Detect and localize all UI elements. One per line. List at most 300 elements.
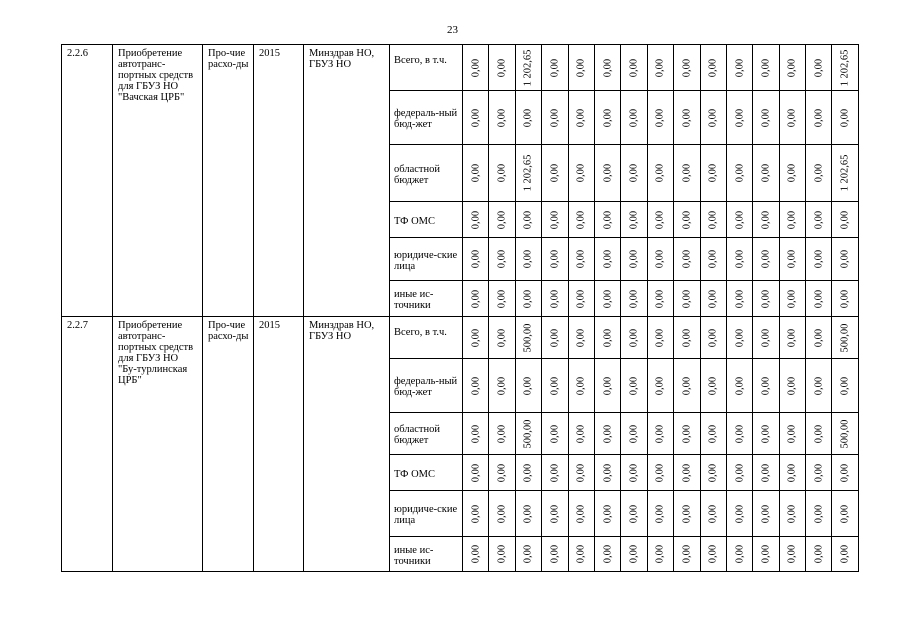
- value-text: 0,00: [839, 210, 851, 229]
- value-cell: [594, 455, 620, 491]
- value-text: 0,00: [654, 249, 666, 269]
- funding-source: ТФ ОМС: [390, 455, 463, 491]
- value-text: 0,00: [522, 504, 534, 523]
- value-text: 0,00: [549, 58, 561, 77]
- value-text: 0,00: [496, 249, 508, 269]
- value-cell: [463, 413, 489, 455]
- section-year: 2015: [254, 317, 304, 572]
- value-text: 0,00: [707, 376, 719, 395]
- value-cell: [753, 45, 779, 91]
- value-text: 0,00: [470, 328, 482, 347]
- value-text: 0,00: [734, 249, 746, 269]
- section-year: 2015: [254, 45, 304, 317]
- value-text: 0,00: [681, 328, 693, 347]
- value-cell: [674, 281, 700, 317]
- value-cell: [621, 359, 647, 413]
- value-text: 0,00: [602, 210, 614, 229]
- value-text: 0,00: [707, 328, 719, 347]
- section-executor: Минздрав НО, ГБУЗ НО: [304, 45, 390, 317]
- value-text: 0,00: [813, 544, 825, 564]
- value-text: 0,00: [628, 424, 640, 443]
- value-text: 0,00: [602, 249, 614, 269]
- value-cell: [647, 145, 673, 202]
- value-text: 0,00: [575, 210, 587, 229]
- value-text: 0,00: [470, 376, 482, 395]
- value-cell: [753, 455, 779, 491]
- value-text: 0,00: [654, 108, 666, 127]
- value-cell: [489, 317, 515, 359]
- value-cell: [515, 91, 541, 145]
- value-cell: [489, 491, 515, 537]
- section-category: Про-чие расхо-ды: [203, 317, 254, 572]
- value-cell: [753, 145, 779, 202]
- value-cell: [489, 359, 515, 413]
- value-text: 0,00: [681, 249, 693, 269]
- funding-source: юридиче-ские лица: [390, 491, 463, 537]
- value-text: 0,00: [786, 249, 798, 269]
- value-cell: [515, 45, 541, 91]
- value-text: 0,00: [813, 463, 825, 482]
- value-cell: [700, 491, 726, 537]
- value-cell: [779, 145, 805, 202]
- value-text: 0,00: [470, 289, 482, 308]
- value-cell: [779, 359, 805, 413]
- value-cell: [489, 202, 515, 238]
- value-text: 0,00: [760, 424, 772, 443]
- value-text: 0,00: [470, 163, 482, 183]
- value-cell: [542, 491, 568, 537]
- value-text: 0,00: [734, 544, 746, 564]
- value-text: 0,00: [496, 376, 508, 395]
- value-cell: [515, 537, 541, 572]
- value-cell: [515, 413, 541, 455]
- value-text: 0,00: [813, 163, 825, 183]
- value-cell: [726, 45, 752, 91]
- value-cell: [753, 281, 779, 317]
- value-text: 0,00: [786, 328, 798, 347]
- value-cell: [594, 359, 620, 413]
- value-cell: [568, 317, 594, 359]
- value-text: 0,00: [549, 504, 561, 523]
- funding-source: иные ис-точники: [390, 281, 463, 317]
- funding-source: федераль-ный бюд-жет: [390, 91, 463, 145]
- value-cell: [568, 145, 594, 202]
- value-text: 0,00: [470, 544, 482, 564]
- value-text: 0,00: [654, 504, 666, 523]
- value-cell: [700, 317, 726, 359]
- value-cell: [463, 45, 489, 91]
- value-cell: [753, 537, 779, 572]
- value-text: 0,00: [522, 210, 534, 229]
- value-cell: [621, 491, 647, 537]
- value-text: 0,00: [575, 249, 587, 269]
- value-cell: [542, 145, 568, 202]
- value-text: 0,00: [549, 210, 561, 229]
- value-cell: [542, 359, 568, 413]
- value-cell: [674, 91, 700, 145]
- value-cell: [463, 537, 489, 572]
- value-cell: [779, 317, 805, 359]
- value-cell: [726, 202, 752, 238]
- funding-source: юридиче-ские лица: [390, 238, 463, 281]
- value-cell: [515, 359, 541, 413]
- value-text: 0,00: [760, 249, 772, 269]
- value-cell: [674, 317, 700, 359]
- section-category: Про-чие расхо-ды: [203, 45, 254, 317]
- value-text: 500,00: [839, 419, 851, 448]
- section-name: Приобретение автотранс-портных средств для ГБУЗ НО "Вачская ЦРБ": [113, 45, 203, 317]
- value-cell: [779, 91, 805, 145]
- value-text: 0,00: [681, 504, 693, 523]
- value-text: 0,00: [681, 544, 693, 564]
- value-text: 0,00: [760, 328, 772, 347]
- value-text: 1 202,65: [522, 49, 534, 86]
- value-text: 0,00: [786, 376, 798, 395]
- value-text: 0,00: [575, 328, 587, 347]
- value-text: 0,00: [707, 289, 719, 308]
- value-cell: [832, 317, 858, 359]
- value-cell: [832, 537, 858, 572]
- value-text: 0,00: [470, 504, 482, 523]
- value-cell: [515, 281, 541, 317]
- value-cell: [674, 413, 700, 455]
- value-text: 0,00: [839, 376, 851, 395]
- value-text: 0,00: [839, 289, 851, 308]
- value-cell: [621, 317, 647, 359]
- value-text: 0,00: [654, 424, 666, 443]
- value-text: 0,00: [496, 58, 508, 77]
- value-cell: [568, 455, 594, 491]
- value-cell: [832, 281, 858, 317]
- value-text: 0,00: [813, 424, 825, 443]
- value-text: 0,00: [681, 163, 693, 183]
- value-cell: [568, 359, 594, 413]
- value-cell: [726, 359, 752, 413]
- value-text: 0,00: [786, 108, 798, 127]
- value-cell: [753, 238, 779, 281]
- value-cell: [621, 537, 647, 572]
- value-text: 0,00: [760, 163, 772, 183]
- value-text: 0,00: [654, 328, 666, 347]
- section-executor: Минздрав НО, ГБУЗ НО: [304, 317, 390, 572]
- funding-source: Всего, в т.ч.: [390, 317, 463, 359]
- value-cell: [463, 202, 489, 238]
- value-text: 0,00: [813, 376, 825, 395]
- value-text: 0,00: [786, 544, 798, 564]
- table-row: [62, 45, 859, 91]
- value-text: 0,00: [549, 544, 561, 564]
- value-text: 0,00: [628, 544, 640, 564]
- value-cell: [594, 537, 620, 572]
- value-cell: [700, 145, 726, 202]
- value-text: 0,00: [786, 504, 798, 523]
- value-cell: [806, 145, 832, 202]
- value-text: 0,00: [734, 108, 746, 127]
- value-text: 0,00: [654, 376, 666, 395]
- value-cell: [779, 537, 805, 572]
- value-text: 0,00: [681, 58, 693, 77]
- value-cell: [726, 455, 752, 491]
- table-row: [62, 317, 859, 359]
- value-cell: [700, 91, 726, 145]
- value-text: 0,00: [602, 58, 614, 77]
- value-cell: [832, 455, 858, 491]
- value-cell: [568, 91, 594, 145]
- value-text: 0,00: [602, 163, 614, 183]
- value-cell: [726, 413, 752, 455]
- value-text: 0,00: [760, 544, 772, 564]
- value-cell: [568, 413, 594, 455]
- value-text: 0,00: [602, 424, 614, 443]
- value-text: 500,00: [522, 323, 534, 352]
- value-cell: [542, 238, 568, 281]
- value-cell: [515, 317, 541, 359]
- section-name: Приобретение автотранс-портных средств для ГБУЗ НО "Бу-турлинская ЦРБ": [113, 317, 203, 572]
- value-cell: [489, 537, 515, 572]
- value-text: 0,00: [813, 504, 825, 523]
- value-text: 0,00: [786, 210, 798, 229]
- value-cell: [594, 145, 620, 202]
- value-text: 0,00: [681, 424, 693, 443]
- value-cell: [806, 359, 832, 413]
- value-cell: [753, 491, 779, 537]
- value-cell: [542, 455, 568, 491]
- value-text: 0,00: [760, 108, 772, 127]
- value-text: 0,00: [707, 58, 719, 77]
- value-cell: [463, 91, 489, 145]
- value-text: 0,00: [654, 463, 666, 482]
- value-text: 0,00: [575, 544, 587, 564]
- value-text: 0,00: [786, 289, 798, 308]
- value-text: 0,00: [470, 210, 482, 229]
- value-text: 0,00: [813, 328, 825, 347]
- value-text: 0,00: [602, 328, 614, 347]
- value-text: 1 202,65: [839, 154, 851, 192]
- value-cell: [621, 281, 647, 317]
- value-cell: [806, 91, 832, 145]
- value-cell: [621, 413, 647, 455]
- value-text: 0,00: [734, 424, 746, 443]
- value-cell: [621, 45, 647, 91]
- value-cell: [832, 145, 858, 202]
- value-text: 0,00: [549, 163, 561, 183]
- value-cell: [621, 238, 647, 281]
- value-text: 0,00: [707, 463, 719, 482]
- value-cell: [647, 491, 673, 537]
- value-cell: [515, 455, 541, 491]
- value-cell: [779, 238, 805, 281]
- value-cell: [647, 91, 673, 145]
- value-cell: [832, 238, 858, 281]
- value-cell: [594, 317, 620, 359]
- value-text: 0,00: [628, 163, 640, 183]
- value-cell: [542, 91, 568, 145]
- value-cell: [647, 281, 673, 317]
- value-cell: [779, 281, 805, 317]
- value-text: 0,00: [496, 504, 508, 523]
- value-cell: [463, 455, 489, 491]
- funding-source: иные ис-точники: [390, 537, 463, 572]
- value-text: 0,00: [707, 424, 719, 443]
- value-cell: [753, 359, 779, 413]
- value-cell: [515, 238, 541, 281]
- value-cell: [594, 238, 620, 281]
- value-cell: [542, 317, 568, 359]
- value-cell: [700, 281, 726, 317]
- value-text: 0,00: [522, 463, 534, 482]
- value-text: 0,00: [628, 376, 640, 395]
- value-cell: [594, 45, 620, 91]
- page-number: 23: [447, 24, 458, 36]
- value-text: 0,00: [707, 108, 719, 127]
- value-cell: [621, 202, 647, 238]
- value-text: 1 202,65: [839, 49, 851, 86]
- value-text: 0,00: [522, 108, 534, 127]
- value-text: 0,00: [628, 210, 640, 229]
- value-text: 0,00: [681, 463, 693, 482]
- value-text: 0,00: [575, 108, 587, 127]
- value-text: 0,00: [839, 249, 851, 269]
- value-cell: [674, 491, 700, 537]
- value-cell: [674, 359, 700, 413]
- value-text: 0,00: [839, 108, 851, 127]
- value-cell: [515, 491, 541, 537]
- value-text: 0,00: [707, 210, 719, 229]
- value-cell: [463, 281, 489, 317]
- value-text: 0,00: [496, 210, 508, 229]
- value-text: 0,00: [707, 544, 719, 564]
- value-cell: [515, 145, 541, 202]
- value-cell: [700, 359, 726, 413]
- value-cell: [568, 281, 594, 317]
- value-text: 0,00: [734, 58, 746, 77]
- value-cell: [806, 491, 832, 537]
- value-cell: [832, 413, 858, 455]
- value-cell: [647, 317, 673, 359]
- value-text: 0,00: [602, 544, 614, 564]
- value-text: 0,00: [470, 424, 482, 443]
- value-text: 0,00: [654, 210, 666, 229]
- value-text: 0,00: [575, 163, 587, 183]
- value-text: 0,00: [575, 424, 587, 443]
- value-cell: [674, 145, 700, 202]
- value-cell: [647, 238, 673, 281]
- value-text: 0,00: [470, 58, 482, 77]
- value-text: 0,00: [681, 108, 693, 127]
- funding-source: областной бюджет: [390, 145, 463, 202]
- value-text: 1 202,65: [522, 154, 534, 192]
- value-cell: [568, 202, 594, 238]
- value-cell: [647, 202, 673, 238]
- value-text: 0,00: [813, 249, 825, 269]
- value-text: 0,00: [786, 163, 798, 183]
- value-text: 0,00: [470, 463, 482, 482]
- value-cell: [726, 238, 752, 281]
- value-cell: [594, 281, 620, 317]
- value-text: 0,00: [602, 108, 614, 127]
- value-text: 0,00: [575, 463, 587, 482]
- value-cell: [621, 145, 647, 202]
- value-cell: [568, 537, 594, 572]
- value-cell: [726, 491, 752, 537]
- value-cell: [753, 317, 779, 359]
- value-cell: [700, 413, 726, 455]
- value-text: 0,00: [734, 504, 746, 523]
- value-text: 0,00: [786, 58, 798, 77]
- value-cell: [753, 413, 779, 455]
- value-text: 0,00: [602, 463, 614, 482]
- value-cell: [647, 413, 673, 455]
- value-cell: [779, 45, 805, 91]
- value-cell: [832, 202, 858, 238]
- value-cell: [542, 537, 568, 572]
- value-text: 0,00: [813, 289, 825, 308]
- value-text: 0,00: [496, 463, 508, 482]
- value-cell: [489, 91, 515, 145]
- value-text: 0,00: [549, 289, 561, 308]
- value-cell: [832, 491, 858, 537]
- value-text: 0,00: [496, 544, 508, 564]
- value-text: 0,00: [628, 58, 640, 77]
- value-cell: [806, 238, 832, 281]
- value-text: 0,00: [654, 289, 666, 308]
- value-text: 0,00: [628, 249, 640, 269]
- value-cell: [806, 281, 832, 317]
- value-text: 0,00: [496, 424, 508, 443]
- value-cell: [489, 45, 515, 91]
- value-cell: [674, 455, 700, 491]
- value-cell: [463, 145, 489, 202]
- value-cell: [806, 317, 832, 359]
- value-cell: [726, 317, 752, 359]
- value-text: 0,00: [575, 289, 587, 308]
- value-text: 0,00: [496, 328, 508, 347]
- value-cell: [489, 145, 515, 202]
- value-cell: [489, 413, 515, 455]
- value-text: 0,00: [549, 376, 561, 395]
- value-text: 0,00: [522, 249, 534, 269]
- value-cell: [779, 202, 805, 238]
- section-id: 2.2.6: [62, 45, 113, 317]
- value-cell: [832, 91, 858, 145]
- value-text: 0,00: [734, 163, 746, 183]
- funding-source: Всего, в т.ч.: [390, 45, 463, 91]
- value-text: 0,00: [707, 249, 719, 269]
- value-text: 0,00: [575, 504, 587, 523]
- value-text: 0,00: [760, 504, 772, 523]
- table-body: [62, 45, 859, 572]
- value-text: 0,00: [575, 376, 587, 395]
- value-cell: [489, 455, 515, 491]
- value-text: 0,00: [575, 58, 587, 77]
- value-cell: [700, 238, 726, 281]
- value-text: 0,00: [522, 376, 534, 395]
- value-cell: [489, 238, 515, 281]
- value-text: 0,00: [549, 424, 561, 443]
- value-cell: [542, 45, 568, 91]
- funding-source: федераль-ный бюд-жет: [390, 359, 463, 413]
- value-text: 0,00: [760, 376, 772, 395]
- value-cell: [463, 359, 489, 413]
- value-text: 0,00: [549, 328, 561, 347]
- value-text: 0,00: [654, 163, 666, 183]
- value-text: 0,00: [681, 376, 693, 395]
- value-text: 0,00: [628, 463, 640, 482]
- value-cell: [542, 202, 568, 238]
- value-text: 0,00: [786, 424, 798, 443]
- value-cell: [594, 202, 620, 238]
- value-cell: [621, 91, 647, 145]
